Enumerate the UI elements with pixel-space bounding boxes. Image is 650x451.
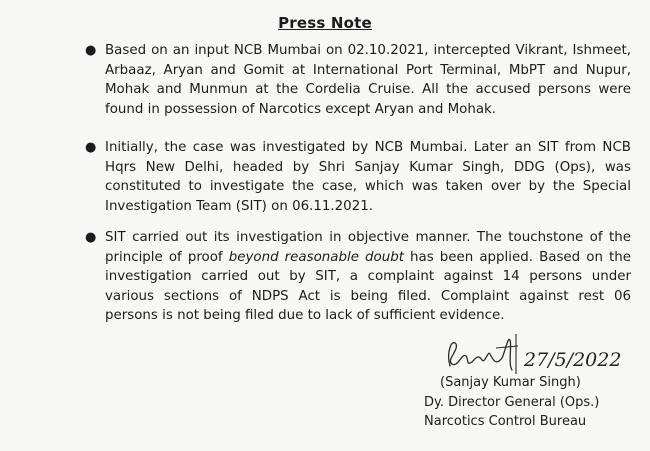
signatory-organization: Narcotics Control Bureau [424, 414, 587, 429]
paragraph-line: persons is not being filed due to lack of sufficient evidence. [105, 308, 505, 324]
bullet-icon: ● [85, 230, 97, 245]
paragraph-line: various sections of NDPS Act is being filed. Complaint against rest 06 [105, 288, 631, 304]
paragraph-line: found in possession of Narcotics except Aryan and Mohak. [105, 101, 497, 117]
line-text: principle of proof [105, 249, 229, 265]
bullet-icon: ● [85, 140, 97, 155]
paragraph-line: investigation carried out by SIT, a complaint against 14 persons under [105, 269, 631, 285]
paragraph-line: SIT carried out its investigation in objective manner. The touchstone of the [105, 230, 631, 245]
handwritten-signature [432, 330, 632, 378]
paragraph-line: constituted to investigate the case, which was taken over by the Special [105, 179, 631, 195]
bullet-icon: ● [85, 43, 97, 58]
paragraph-line: Mohak and Munmun at the Cordelia Cruise. All the accused persons were [105, 82, 631, 98]
paragraph-sit-findings [85, 228, 631, 326]
paragraph-line [105, 248, 631, 268]
paragraph-investigation [85, 138, 631, 216]
signatory-block [424, 373, 644, 432]
page-title: Press Note [278, 14, 372, 32]
paragraph-interception [85, 41, 631, 119]
signatory-designation: Dy. Director General (Ops.) [424, 394, 600, 410]
paragraph-line: Based on an input NCB Mumbai on 02.10.2021, intercepted Vikrant, Ishmeet, [105, 43, 631, 58]
signatory-name: (Sanjay Kumar Singh) [440, 375, 581, 390]
emphasis-text: beyond reasonable doubt [228, 249, 404, 265]
signature-date: 27/5/2022 [524, 349, 622, 371]
paragraph-line: Investigation Team (SIT) on 06.11.2021. [105, 198, 374, 214]
paragraph-line: Initially, the case was investigated by NCB Mumbai. Later an SIT from NCB [105, 140, 631, 155]
paragraph-line: Arbaaz, Aryan and Gomit at International Port Terminal, MbPT and Nupur, [105, 62, 631, 78]
paragraph-line: Hqrs New Delhi, headed by Shri Sanjay Kumar Singh, DDG (Ops), was [105, 159, 631, 175]
line-text: has been applied. Based on the [403, 249, 631, 265]
